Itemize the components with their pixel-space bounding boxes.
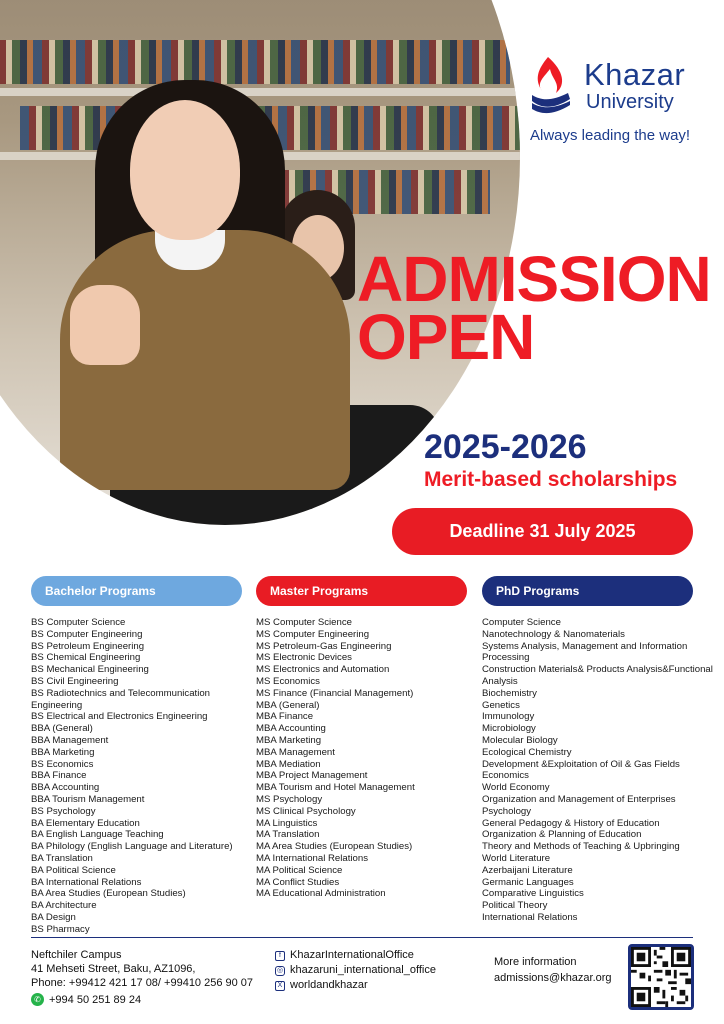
bachelor-program-item: BBA Marketing (31, 746, 95, 758)
thumbs-up-hand (70, 285, 140, 365)
phd-program-item: Organization & Planning of Education (482, 829, 642, 841)
master-program-item: MA Educational Administration (256, 888, 386, 900)
bachelor-program-item: BS Radiotechnics and Telecommunication Engineering (31, 687, 211, 711)
phd-program-item: Biochemistry (482, 687, 537, 699)
bookshelf-books (0, 40, 510, 84)
x-handle: worldandkhazar (290, 979, 368, 991)
master-program-item: MA Translation (256, 829, 320, 841)
qr-code[interactable] (628, 944, 694, 1010)
bachelor-program-item: BS Pharmacy (31, 923, 90, 935)
master-program-item: MS Finance (Financial Management) (256, 687, 414, 699)
master-program-item: MBA Tourism and Hotel Management (256, 782, 415, 794)
phd-program-item: Ecological Chemistry (482, 746, 572, 758)
bachelor-programs-header: Bachelor Programs (31, 576, 242, 606)
facebook-icon: f (275, 951, 285, 961)
phd-programs-header: PhD Programs (482, 576, 693, 606)
whatsapp-number: +994 50 251 89 24 (49, 993, 142, 1006)
campus-phone: Phone: +99412 421 17 08/ +99410 256 90 07 (31, 977, 254, 989)
shelf (0, 88, 520, 96)
bachelor-program-item: BA Political Science (31, 864, 116, 876)
more-info (494, 954, 612, 986)
master-program-item: MS Electronics and Automation (256, 664, 390, 676)
bachelor-program-item: BA Philology (English Language and Literature) (31, 841, 233, 853)
x-icon: X (275, 981, 285, 991)
bachelor-program-item: BA English Language Teaching (31, 829, 164, 841)
whatsapp-icon: ✆ (31, 993, 44, 1006)
phd-program-item: Development &Exploitation of Oil & Gas Fields (482, 758, 680, 770)
master-program-item: MA International Relations (256, 852, 368, 864)
master-program-item: MBA Marketing (256, 734, 322, 746)
academic-year: 2025-2026 (424, 428, 587, 466)
bachelor-program-item: BS Psychology (31, 805, 96, 817)
student-face (130, 100, 240, 240)
master-program-item: MS Computer Engineering (256, 628, 370, 640)
master-program-item: MBA Accounting (256, 723, 326, 735)
bachelor-program-item: BA Design (31, 911, 76, 923)
phd-program-item: General Pedagogy & History of Education (482, 817, 660, 829)
phd-program-item: International Relations (482, 911, 578, 923)
facebook-handle: KhazarInternationalOffice (290, 949, 414, 961)
bachelor-program-item: BA Area Studies (European Studies) (31, 888, 186, 900)
phd-program-item: Microbiology (482, 723, 536, 735)
bachelor-program-item: BS Electrical and Electronics Engineering (31, 711, 208, 723)
master-programs-header: Master Programs (256, 576, 467, 606)
instagram-handle: khazaruni_international_office (290, 964, 436, 976)
phd-program-item: Psychology (482, 805, 532, 817)
bachelor-program-item: BS Civil Engineering (31, 675, 119, 687)
phd-program-item: Systems Analysis, Management and Information Processing (482, 640, 688, 664)
phd-program-item: Computer Science (482, 617, 561, 628)
phd-program-item: Construction Materials& Products Analysis&Functional Analysis (482, 664, 713, 687)
bachelor-program-item: BBA Management (31, 734, 109, 746)
bachelor-program-item: BBA Finance (31, 770, 87, 782)
logo-subtitle: University (586, 91, 674, 113)
x-link[interactable] (275, 978, 436, 993)
master-program-item: MS Computer Science (256, 617, 352, 628)
bachelor-program-item: BS Economics (31, 758, 94, 770)
phd-program-item: Political Theory (482, 900, 548, 912)
master-program-item: MS Economics (256, 675, 320, 687)
master-program-item: MBA Finance (256, 711, 314, 723)
master-program-item: MA Linguistics (256, 817, 318, 829)
bachelor-program-item: BBA Tourism Management (31, 793, 145, 805)
whatsapp-contact (31, 993, 141, 1006)
campus-name: Neftchiler Campus (31, 949, 122, 961)
master-program-item: MA Conflict Studies (256, 876, 340, 888)
master-program-item: MS Petroleum-Gas Engineering (256, 640, 392, 652)
campus-address: 41 Mehseti Street, Baku, AZ1096, (31, 963, 196, 975)
bachelor-program-item: BBA (General) (31, 723, 93, 735)
social-links (275, 948, 436, 993)
bachelor-program-item: BA Architecture (31, 900, 97, 912)
bachelor-program-item: BA Elementary Education (31, 817, 140, 829)
bachelor-program-item: BS Mechanical Engineering (31, 664, 149, 676)
footer-divider (31, 937, 693, 938)
more-info-label: More information (494, 956, 577, 968)
contact-email[interactable]: admissions@khazar.org (494, 972, 612, 984)
logo-name: Khazar (584, 57, 686, 92)
flame-book-icon (530, 55, 572, 115)
phd-program-item: World Economy (482, 782, 550, 794)
bachelor-program-item: BA Translation (31, 852, 93, 864)
bachelor-program-item: BS Chemical Engineering (31, 652, 141, 664)
master-program-item: MBA Project Management (256, 770, 368, 782)
phd-programs-list (482, 617, 717, 924)
qr-code-icon (631, 947, 691, 1007)
campus-info (31, 948, 253, 990)
master-programs-list (256, 617, 476, 900)
bachelor-program-item: BS Petroleum Engineering (31, 640, 145, 652)
bachelor-program-item: BBA Accounting (31, 782, 100, 794)
tagline: Always leading the way! (530, 127, 691, 144)
master-program-item: MBA Mediation (256, 758, 321, 770)
phd-program-item: Molecular Biology (482, 734, 558, 746)
phd-program-item: Theory and Methods of Teaching & Upbringing (482, 841, 680, 853)
phd-program-item: Economics (482, 770, 529, 782)
instagram-icon: ◎ (276, 967, 284, 974)
instagram-link[interactable] (275, 963, 436, 978)
phd-program-item: Organization and Management of Enterprises (482, 793, 676, 805)
deadline-badge: Deadline 31 July 2025 (392, 508, 693, 555)
scholarship-subtitle: Merit-based scholarships (424, 468, 678, 491)
headline-line-2: OPEN (357, 301, 535, 373)
master-program-item: MA Area Studies (European Studies) (256, 841, 413, 853)
bachelor-program-item: BA International Relations (31, 876, 142, 888)
phd-program-item: World Literature (482, 852, 551, 864)
admission-headline (357, 243, 711, 373)
phd-program-item: Azerbaijani Literature (482, 864, 573, 876)
master-program-item: MA Political Science (256, 864, 343, 876)
headline-line-1: ADMISSION (357, 243, 711, 315)
facebook-link[interactable] (275, 948, 436, 963)
phd-program-item: Comparative Linguistics (482, 888, 584, 900)
bachelor-programs-list (31, 617, 251, 936)
master-program-item: MBA (General) (256, 699, 320, 711)
master-program-item: MS Electronic Devices (256, 652, 352, 664)
master-program-item: MS Psychology (256, 793, 323, 805)
phd-program-item: Genetics (482, 699, 520, 711)
phd-program-item: Germanic Languages (482, 876, 574, 888)
bachelor-program-item: BS Computer Science (31, 617, 126, 628)
phd-program-item: Immunology (482, 711, 535, 723)
master-program-item: MBA Management (256, 746, 335, 758)
phd-program-item: Nanotechnology & Nanomaterials (482, 628, 625, 640)
bachelor-program-item: BS Computer Engineering (31, 628, 143, 640)
master-program-item: MS Clinical Psychology (256, 805, 356, 817)
